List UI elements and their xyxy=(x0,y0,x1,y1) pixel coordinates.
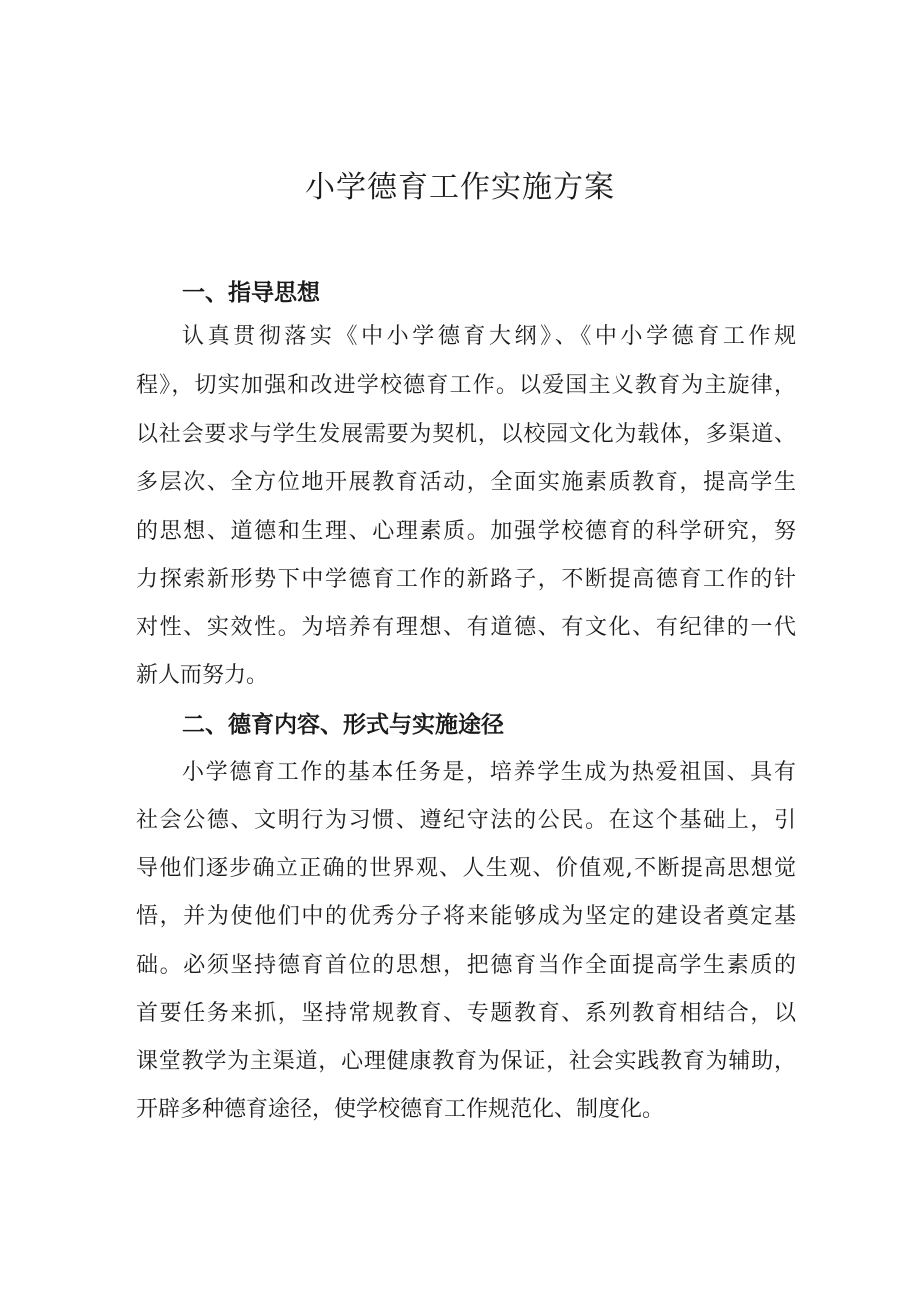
section-heading-guiding-ideology: 一、指导思想 xyxy=(182,280,320,306)
paragraph-line: 社会公德、文明行为习惯、遵纪守法的公民。在这个基础上，引 xyxy=(136,808,796,833)
paragraph-line: 开辟多种德育途径，使学校德育工作规范化、制度化。 xyxy=(136,1097,665,1122)
paragraph-line: 新人而努力。 xyxy=(136,663,269,688)
paragraph-line: 础。必须坚持德育首位的思想，把德育当作全面提高学生素质的 xyxy=(136,953,796,978)
paragraph-line: 导他们逐步确立正确的世界观、人生观、价值观,不断提高思想觉 xyxy=(136,856,796,881)
paragraph-line: 认真贯彻落实《中小学德育大纲》、《中小学德育工作规 xyxy=(182,324,796,349)
paragraph-line: 多层次、全方位地开展教育活动，全面实施素质教育，提高学生 xyxy=(136,470,796,495)
paragraph-line: 悟，并为使他们中的优秀分子将来能够成为坚定的建设者奠定基 xyxy=(136,904,796,929)
paragraph-line: 对性、实效性。为培养有理想、有道德、有文化、有纪律的一代 xyxy=(136,615,796,640)
paragraph-line: 程》，切实加强和改进学校德育工作。以爱国主义教育为主旋律， xyxy=(136,373,796,398)
paragraph-line: 力探索新形势下中学德育工作的新路子，不断提高德育工作的针 xyxy=(136,567,796,592)
paragraph-line: 课堂教学为主渠道，心理健康教育为保证，社会实践教育为辅助， xyxy=(136,1049,796,1074)
document-title: 小学德育工作实施方案 xyxy=(305,170,615,205)
paragraph-line: 首要任务来抓，坚持常规教育、专题教育、系列教育相结合，以 xyxy=(136,1001,796,1026)
paragraph-line: 以社会要求与学生发展需要为契机，以校园文化为载体，多渠道、 xyxy=(136,422,796,447)
section-heading-content-forms-paths: 二、德育内容、形式与实施途径 xyxy=(182,712,504,738)
paragraph-line: 小学德育工作的基本任务是，培养学生成为热爱祖国、具有 xyxy=(182,760,796,785)
paragraph-line: 的思想、道德和生理、心理素质。加强学校德育的科学研究，努 xyxy=(136,519,796,544)
